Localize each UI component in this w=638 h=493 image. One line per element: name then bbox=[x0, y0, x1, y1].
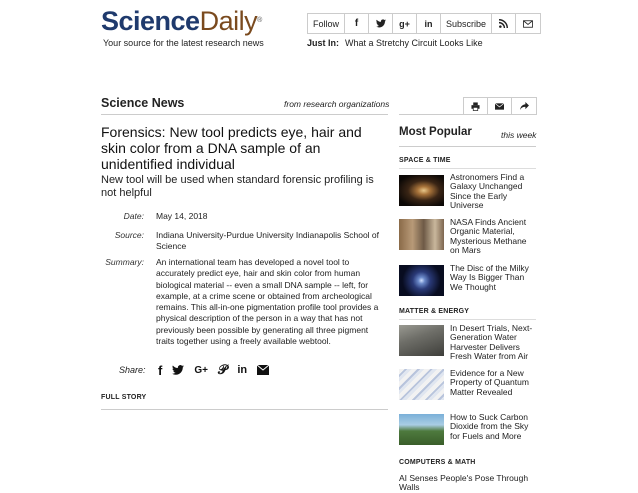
source-label: Source: bbox=[114, 230, 144, 240]
summary-label: Summary: bbox=[105, 257, 144, 267]
section-subtitle: from research organizations bbox=[284, 99, 390, 109]
carbon-capture-thumbnail[interactable] bbox=[399, 414, 444, 445]
logo-science: Science bbox=[101, 6, 200, 36]
category-computers-math[interactable]: COMPUTERS & MATH bbox=[399, 459, 476, 466]
article-subheadline: New tool will be used when standard forensic profiling is not helpful bbox=[101, 174, 374, 199]
story-link[interactable]: The Disc of the Milky Way Is Bigger Than We Thought bbox=[450, 263, 529, 292]
sidebar-top-divider bbox=[399, 114, 536, 115]
just-in bbox=[307, 38, 483, 48]
envelope-glyph bbox=[495, 103, 504, 110]
printer-glyph bbox=[471, 102, 480, 111]
facebook-icon[interactable]: f bbox=[345, 14, 369, 33]
share-icons bbox=[158, 362, 269, 378]
email-article-icon[interactable] bbox=[488, 98, 512, 114]
section-title[interactable]: Science News bbox=[101, 96, 185, 110]
linkedin-icon[interactable]: in bbox=[237, 364, 248, 376]
article-summary: An international team has developed a novel tool to accurately predict eye, hair and skin color from human biological material -- even a small DNA sample -- left, for example, at a crime scene or obtained from archeological remains. This all-in-one pigmentation profile tool provides a physical description of the person in a way that has not previously been possible by generating all three pigment traits together using a freely available webtool. bbox=[156, 257, 379, 347]
article-source[interactable]: Indiana University-Purdue University Indianapolis School of Science bbox=[156, 230, 380, 252]
envelope-glyph bbox=[523, 20, 533, 28]
twitter-icon[interactable] bbox=[369, 14, 393, 33]
print-icon[interactable] bbox=[464, 98, 488, 114]
tagline: Your source for the latest research news bbox=[103, 38, 264, 48]
milky-way-thumbnail[interactable] bbox=[399, 265, 444, 296]
rss-glyph bbox=[499, 19, 508, 28]
just-in-label: Just In: bbox=[307, 38, 340, 48]
most-popular-period[interactable]: this week bbox=[501, 130, 537, 140]
follow-text: Follow bbox=[312, 18, 339, 29]
social-bar bbox=[307, 13, 541, 34]
logo-registered-mark: ® bbox=[257, 17, 262, 24]
subscribe-text: Subscribe bbox=[445, 18, 487, 29]
galaxy-thumbnail[interactable] bbox=[399, 175, 444, 206]
email-icon[interactable] bbox=[257, 365, 269, 375]
water-harvester-thumbnail[interactable] bbox=[399, 325, 444, 356]
facebook-icon[interactable]: f bbox=[158, 362, 163, 378]
just-in-link[interactable]: What a Stretchy Circuit Looks Like bbox=[345, 38, 483, 48]
category-divider bbox=[399, 168, 536, 169]
story-link[interactable]: In Desert Trials, Next-Generation Water Harvester Delivers Fresh Water from Air bbox=[450, 323, 533, 362]
quantum-matter-thumbnail[interactable] bbox=[399, 369, 444, 400]
share-label: Share: bbox=[119, 365, 146, 375]
full-story-heading: FULL STORY bbox=[101, 394, 147, 401]
email-icon[interactable] bbox=[516, 14, 540, 33]
share-arrow-icon[interactable] bbox=[512, 98, 536, 114]
linkedin-icon[interactable]: in bbox=[417, 14, 441, 33]
logo-daily: Daily bbox=[199, 6, 258, 36]
article-headline: Forensics: New tool predicts eye, hair and skin color from a DNA sample of an unidentified individual bbox=[101, 124, 362, 172]
most-popular-divider bbox=[399, 146, 536, 147]
subscribe-button[interactable] bbox=[441, 14, 492, 33]
google-plus-icon[interactable]: G+ bbox=[194, 364, 208, 376]
google-plus-icon[interactable]: g+ bbox=[393, 14, 417, 33]
twitter-bird-glyph bbox=[376, 19, 386, 28]
story-link[interactable]: Evidence for a New Property of Quantum Matter Revealed bbox=[450, 368, 529, 397]
story-link[interactable]: How to Suck Carbon Dioxide from the Sky for Fuels and More bbox=[450, 412, 529, 441]
category-divider bbox=[399, 319, 536, 320]
article-tools bbox=[463, 97, 537, 115]
site-logo[interactable] bbox=[101, 6, 262, 36]
pinterest-icon[interactable]: 𝒫 bbox=[217, 362, 228, 377]
twitter-icon[interactable] bbox=[172, 365, 184, 375]
arrow-glyph bbox=[520, 102, 529, 110]
most-popular-title: Most Popular bbox=[399, 126, 472, 138]
article-date: May 14, 2018 bbox=[156, 211, 208, 221]
story-link[interactable]: NASA Finds Ancient Organic Material, Mysterious Methane on Mars bbox=[450, 217, 527, 256]
date-label: Date: bbox=[123, 211, 144, 221]
follow-label bbox=[308, 14, 345, 33]
full-story-divider bbox=[101, 409, 388, 410]
rss-icon[interactable] bbox=[492, 14, 516, 33]
mars-thumbnail[interactable] bbox=[399, 219, 444, 250]
category-matter-energy[interactable]: MATTER & ENERGY bbox=[399, 308, 470, 315]
story-link[interactable]: Astronomers Find a Galaxy Unchanged Since the Early Universe bbox=[450, 172, 525, 211]
story-link[interactable]: AI Senses People's Pose Through Walls bbox=[399, 473, 529, 493]
section-divider bbox=[101, 114, 388, 115]
category-space-time[interactable]: SPACE & TIME bbox=[399, 157, 451, 164]
